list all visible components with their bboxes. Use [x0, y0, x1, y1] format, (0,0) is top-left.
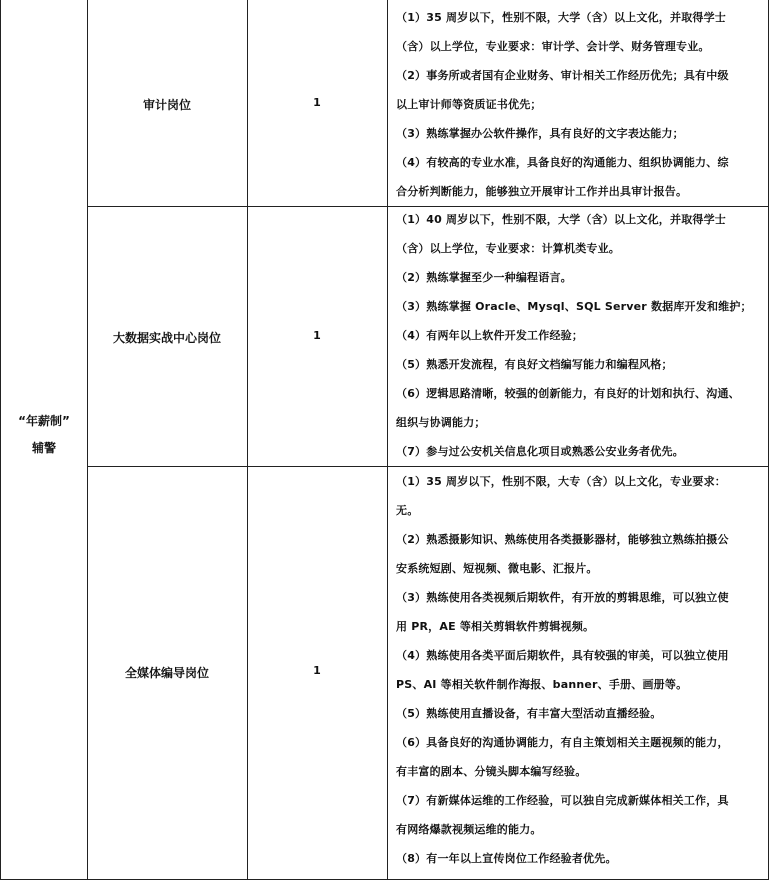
- requirement-line: 安系统短剧、短视频、微电影、汇报片。: [396, 562, 598, 575]
- requirement-line: 无。: [396, 504, 419, 517]
- requirement-line: 组织与协调能力；: [396, 416, 486, 429]
- requirement-line: （3）熟练掌握办公软件操作，具有良好的文字表达能力；: [396, 127, 684, 140]
- requirement-line: 用 PR，AE 等相关剪辑软件剪辑视频。: [396, 620, 595, 633]
- requirements-list: [396, 205, 768, 466]
- requirement-line: 合分析判断能力，能够独立开展审计工作并出具审计报告。: [396, 185, 688, 198]
- requirement-line: （含）以上学位，专业要求：审计学、会计学、财务管理专业。: [396, 40, 710, 53]
- requirement-line: 以上审计师等资质证书优先；: [396, 98, 542, 111]
- requirement-line: （5）熟练使用直播设备，有丰富大型活动直播经验。: [396, 707, 662, 720]
- column-divider: [87, 0, 88, 880]
- requirement-line: （3）熟练使用各类视频后期软件，有开放的剪辑思维，可以独立使: [396, 591, 729, 604]
- requirement-line: （1）35 周岁以下，性别不限，大学（含）以上文化，并取得学士: [396, 11, 726, 24]
- column-divider: [387, 0, 388, 880]
- table-border-left: [0, 0, 1, 880]
- requirement-line: （8）有一年以上宣传岗位工作经验者优先。: [396, 852, 617, 865]
- requirement-line: （2）事务所或者国有企业财务、审计相关工作经历优先；具有中级: [396, 69, 729, 82]
- table-border-right: [768, 0, 769, 880]
- requirement-line: 有网络爆款视频运维的能力。: [396, 823, 542, 836]
- table-border-bottom: [0, 879, 769, 880]
- column-divider: [247, 0, 248, 880]
- requirement-line: （2）熟悉摄影知识、熟练使用各类摄影器材，能够独立熟练拍摄公: [396, 533, 729, 546]
- requirement-line: （6）具备良好的沟通协调能力，有自主策划相关主题视频的能力，: [396, 736, 729, 749]
- category-cell: [2, 408, 86, 462]
- requirement-line: （7）参与过公安机关信息化项目或熟悉公安业务者优先。: [396, 445, 684, 458]
- position-name: 大数据实战中心岗位: [112, 331, 221, 345]
- requirement-line: （1）35 周岁以下，性别不限，大专（含）以上文化，专业要求：: [396, 475, 726, 488]
- requirement-line: （1）40 周岁以下，性别不限，大学（含）以上文化，并取得学士: [396, 213, 726, 226]
- position-count: 1: [313, 96, 321, 109]
- position-count: 1: [313, 329, 321, 342]
- requirement-line: 有丰富的剧本、分镜头脚本编写经验。: [396, 765, 587, 778]
- requirements-list: [396, 467, 768, 873]
- requirement-line: （7）有新媒体运维的工作经验，可以独自完成新媒体相关工作，具: [396, 794, 729, 807]
- category-line-2: 辅警: [31, 441, 56, 455]
- requirement-line: （2）熟练掌握至少一种编程语言。: [396, 271, 572, 284]
- requirement-line: （4）熟练使用各类平面后期软件，具有较强的审美，可以独立使用: [396, 649, 729, 662]
- requirement-line: （4）有较高的专业水准，具备良好的沟通能力、组织协调能力、综: [396, 156, 729, 169]
- category-line-1: “年薪制”: [18, 414, 70, 428]
- requirement-line: （4）有两年以上软件开发工作经验；: [396, 329, 584, 342]
- requirement-line: （5）熟悉开发流程，有良好文档编写能力和编程风格；: [396, 358, 673, 371]
- requirement-line: （6）逻辑思路清晰，较强的创新能力，有良好的计划和执行、沟通、: [396, 387, 740, 400]
- position-name: 审计岗位: [142, 98, 191, 112]
- requirement-line: （3）熟练掌握 Oracle、Mysql、SQL Server 数据库开发和维护；: [396, 300, 752, 313]
- requirement-line: （含）以上学位，专业要求：计算机类专业。: [396, 242, 620, 255]
- position-name: 全媒体编导岗位: [124, 666, 209, 680]
- position-count: 1: [313, 664, 321, 677]
- requirement-line: PS、AI 等相关软件制作海报、banner、手册、画册等。: [396, 678, 688, 691]
- requirements-list: [396, 3, 768, 206]
